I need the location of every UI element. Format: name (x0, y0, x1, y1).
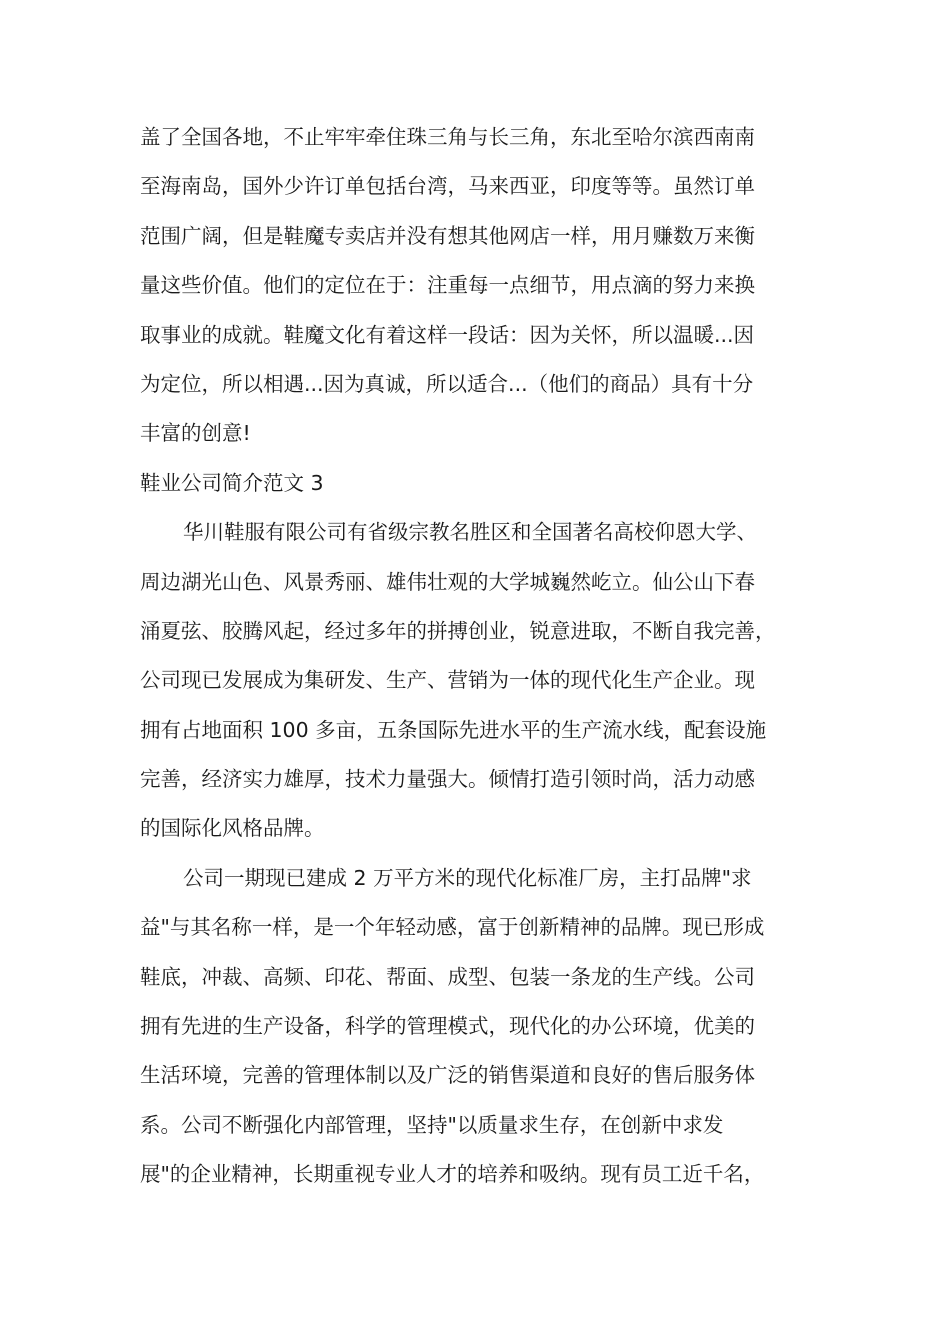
text-line: 拥有先进的生产设备，科学的管理模式，现代化的办公环境，优美的 (140, 1014, 755, 1039)
paragraph-continuation (140, 113, 822, 459)
section-heading: 鞋业公司简介范文 3 (140, 470, 324, 495)
text-line: 的国际化风格品牌。 (140, 816, 325, 841)
text-line: 完善，经济实力雄厚，技术力量强大。倾情打造引领时尚，活力动感 (140, 767, 755, 792)
document-page (140, 113, 822, 1200)
text-line: 涌夏弦、胶腾风起，经过多年的拼搏创业，锐意进取，不断自我完善， (140, 618, 776, 643)
text-line: 系。公司不断强化内部管理，坚持"以质量求生存，在创新中求发 (140, 1112, 724, 1137)
text-line: 拥有占地面积 100 多亩，五条国际先进水平的生产流水线，配套设施 (140, 717, 767, 742)
text-line: 华川鞋服有限公司有省级宗教名胜区和全国著名高校仰恩大学、 (183, 520, 757, 545)
text-line: 范围广阔，但是鞋魔专卖店并没有想其他网店一样，用月赚数万来衡 (140, 223, 755, 248)
text-line: 至海南岛，国外少许订单包括台湾，马来西亚，印度等等。虽然订单 (140, 174, 755, 199)
paragraph-factory (140, 854, 822, 1200)
text-line: 取事业的成就。鞋魔文化有着这样一段话：因为关怀，所以温暖...因 (140, 322, 755, 347)
paragraph-company-intro (140, 508, 822, 854)
text-line: 生活环境，完善的管理体制以及广泛的销售渠道和良好的售后服务体 (140, 1063, 755, 1088)
text-line: 鞋底，冲裁、高频、印花、帮面、成型、包装一条龙的生产线。公司 (140, 964, 755, 989)
text-line: 公司现已发展成为集研发、生产、营销为一体的现代化生产企业。现 (140, 668, 755, 693)
text-line: 量这些价值。他们的定位在于：注重每一点细节，用点滴的努力来换 (140, 273, 755, 298)
text-line: 盖了全国各地，不止牢牢牵住珠三角与长三角，东北至哈尔滨西南南 (140, 125, 755, 149)
text-line: 周边湖光山色、风景秀丽、雄伟壮观的大学城巍然屹立。仙公山下春 (140, 569, 755, 594)
text-line: 公司一期现已建成 2 万平方米的现代化标准厂房，主打品牌"求 (183, 865, 752, 890)
text-line: 丰富的创意! (140, 421, 251, 446)
text-line: 益"与其名称一样，是一个年轻动感，富于创新精神的品牌。现已形成 (140, 915, 765, 940)
text-line: 为定位，所以相遇...因为真诚，所以适合...（他们的商品）具有十分 (140, 371, 754, 396)
text-line: 展"的企业精神，长期重视专业人才的培养和吸纳。现有员工近千名， (140, 1162, 765, 1187)
